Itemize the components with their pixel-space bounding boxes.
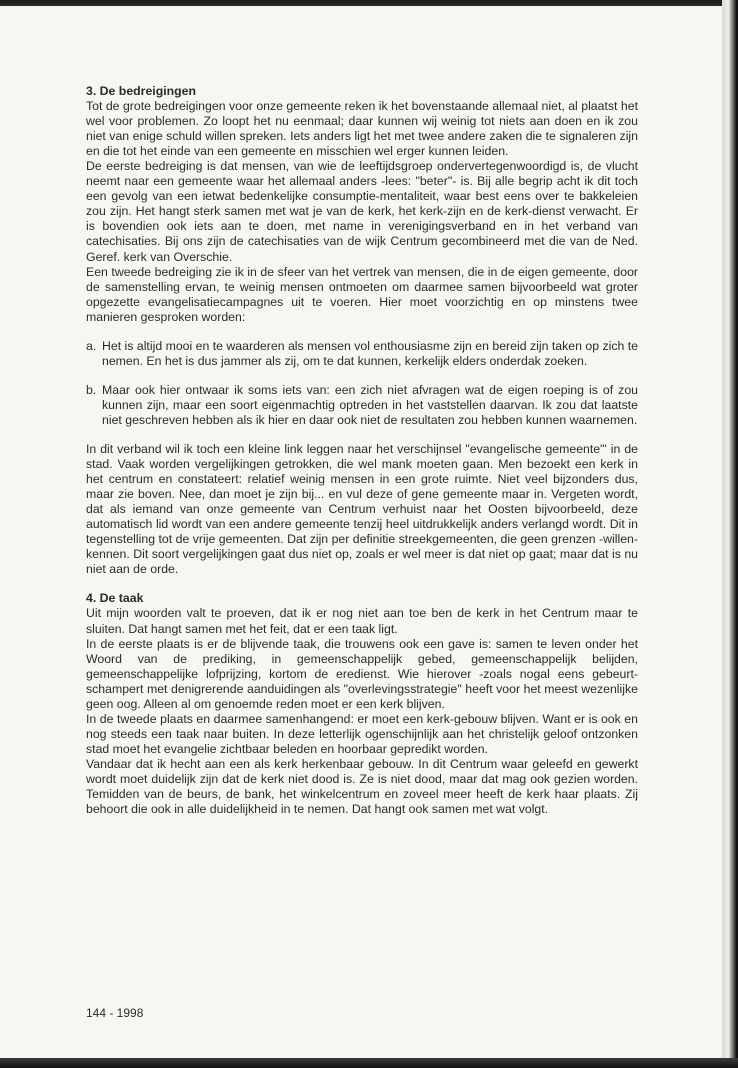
section-4-paragraph-1: Uit mijn woorden valt te proeven, dat ik er nog niet aan toe ben de kerk in het Centrum maar te sluiten. Dat hangt samen met het feit, dat er een taak ligt. — [86, 606, 638, 636]
section-3-paragraph-1: Tot de grote bedreigingen voor onze gemeente reken ik het bovenstaande allemaal niet, al plaatst het wel voor problemen. Zo loopt het nu eenmaal; daar kunnen wij weinig tot niets aan doen en ik zou niet van enige schuld willen spreken. Iets anders ligt het met twee andere zaken die te signaleren zijn en die tot het einde van een gemeente en misschien wel erger kunnen leiden. — [86, 99, 638, 159]
section-4-paragraph-2: In de eerste plaats is er de blijvende taak, die trouwens ook een gave is: samen te leven onder het Woord van de prediking, in gemeenschappelijk gebed, gemeenschappelijk belijden, gemeenschappelijke lofprijzing, kortom de eredienst. Wie hierover -zoals nogal eens gebeurt- schampert met denigrerende aanduidingen als "overlevingsstrategie" heeft voor het meest wezenlijke geen oog. Alleen al om genoemde reden moet er een kerk blijven. — [86, 636, 638, 711]
list-item-letter: a. — [86, 338, 97, 353]
spacer — [86, 325, 638, 339]
spacer — [86, 369, 638, 383]
list-item-text: Maar ook hier ontwaar ik soms iets van: een zich niet afvragen wat de eigen roeping is of zou kunnen zijn, maar een soort eigenmachtig optreden in het vaststellen daarvan. Ik zou dat laatste niet geschreven hebben als ik hier en daar ook niet de resultaten zou hebben kunnen waarnemen. — [102, 382, 638, 427]
section-4-heading: 4. De taak — [86, 591, 144, 606]
list-item-b — [86, 383, 638, 428]
section-4-paragraph-4: Vandaar dat ik hecht aan een als kerk herkenbaar gebouw. In dit Centrum waar geleefd en gewerkt wordt moet duidelijk zijn dat de kerk niet dood is. Ze is niet dood, maar dat mag ook gezien worden. Temidden van de beurs, de bank, het winkelcentrum en zoveel meer heeft de kerk haar plaats. Zij behoort die ook in alle duidelijkheid in te nemen. Dat hangt ook samen met wat volgt. — [86, 756, 638, 817]
scan-right-edge — [722, 0, 738, 1068]
list-item-a — [86, 339, 638, 369]
section-4-paragraph-3: In de tweede plaats en daarmee samenhangend: er moet een kerk-gebouw blijven. Want er is ook en nog steeds een taak naar buiten. In deze letterlijk ogenschijnlijk aan het christelijk geloof ontzonken stad moet het evangelie zichtbaar beleden en hoorbaar gepredikt worden. — [86, 711, 638, 756]
list-item-text: Het is altijd mooi en te waarderen als mensen vol enthousiasme zijn en bereid zijn taken op zich te nemen. En het is dus jammer als zij, om te dat kunnen, kerkelijk elders onderdak zoeken. — [102, 338, 638, 368]
spacer — [86, 577, 638, 591]
section-3-paragraph-4: In dit verband wil ik toch een kleine link leggen naar het verschijnsel "evangelische gemeente"' in de stad. Vaak worden vergelijkingen getrokken, die wel mank moeten gaan. Men bezoekt een kerk in het centrum en constateert: relatief weinig mensen in een grote ruimte. Niet veel bijzonders dus, maar zie boven. Nee, dan moet je zijn bij... en vul deze of gene gemeente maar in. Vergeten wordt, dat als iemand van onze gemeente van Centrum verhuist naar het Oosten bijvoorbeeld, deze automatisch lid wordt van een andere gemeente tenzij heel uitdrukkelijk anders verlangd wordt. Dit in tegenstelling tot de vrije gemeenten. Dat zijn per definitie streekgemeenten, die geen grenzen -willen- kennen. Dit soort vergelijkingen gaat dus niet op, zoals er wel meer is dat niet op gaat; maar dat is nu niet aan de orde. — [86, 441, 638, 577]
page-number: 144 - 1998 — [86, 1006, 144, 1020]
list-item-letter: b. — [86, 382, 97, 397]
spacer — [86, 428, 638, 442]
article-body — [86, 84, 638, 817]
scan-bottom-edge — [0, 1058, 738, 1068]
section-3-paragraph-2: De eerste bedreiging is dat mensen, van wie de leeftijdsgroep ondervertegenwoordigd is, de vlucht neemt naar een gemeente waar het allemaal anders -lees: "beter"- is. Bij alle begrip acht ik dit toch een gevolg van een ietwat bedenkelijke consumptie-mentaliteit, waar best eens over te bakkeleien zou zijn. Het hangt sterk samen met wat je van de kerk, het kerk-zijn en de kerk-dienst verwacht. Er is bovendien ook iets aan te doen, met name in verenigingsverband en in het verband van catechisaties. Bij ons zijn de catechisaties van de wijk Centrum gecombineerd met die van de Ned. Geref. kerk van Overschie. — [86, 159, 638, 264]
section-3-heading: 3. De bedreigingen — [86, 84, 197, 98]
section-3-paragraph-3: Een tweede bedreiging zie ik in de sfeer van het vertrek van mensen, die in de eigen gemeente, door de samenstelling ervan, te weinig mensen ontmoeten om daarmee samen bijvoorbeeld wat groter opgezette evangelisatiecampagnes uit te voeren. Hier moet voorzichtig en op minstens twee manieren gesproken worden: — [86, 264, 638, 324]
